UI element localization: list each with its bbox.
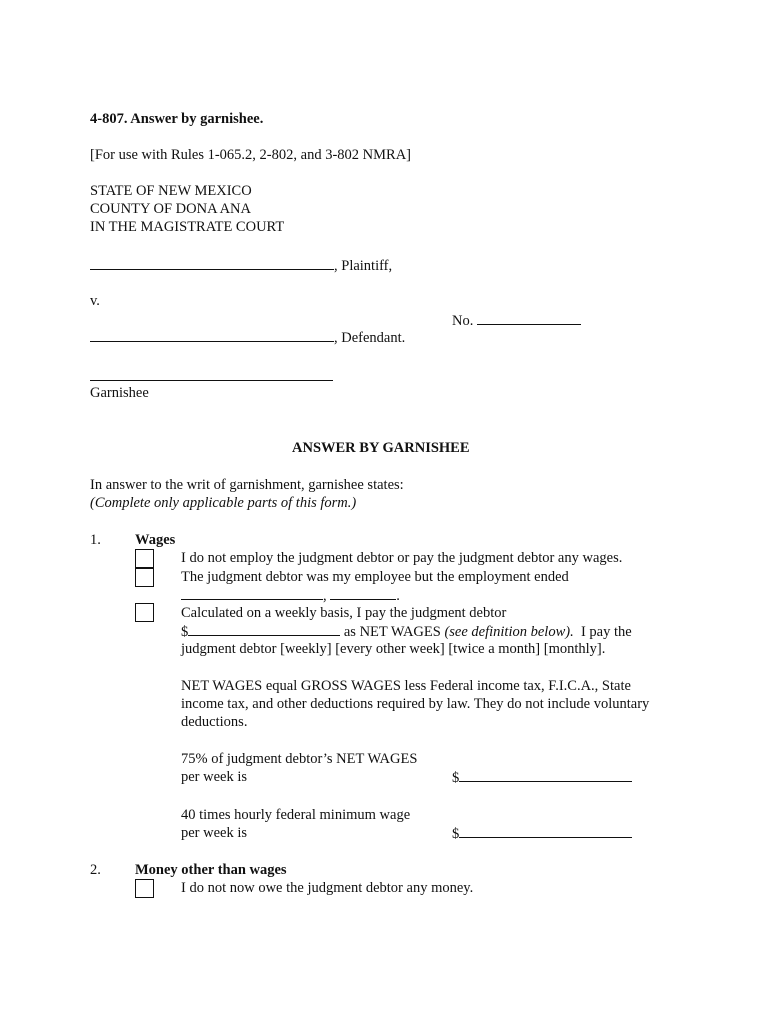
calc1-line-2: per week is — [181, 769, 248, 785]
garnishee-name-field[interactable] — [90, 380, 333, 381]
checkbox-weekly-pay[interactable] — [135, 603, 154, 622]
option-no-money-owed-text: I do not now owe the judgment debtor any money. — [181, 880, 474, 896]
section1-number: 1. — [90, 532, 101, 548]
definition-line-2: income tax, and other deductions required by law. They do not include voluntary — [181, 696, 650, 712]
section2-number: 2. — [90, 862, 101, 878]
county-line: COUNTY OF DONA ANA — [90, 201, 251, 217]
employment-end-year-field[interactable] — [330, 586, 396, 600]
defendant-label: , Defendant. — [334, 330, 406, 346]
calc2-line-1: 40 times hourly federal minimum wage — [181, 807, 411, 823]
plaintiff-label: , Plaintiff, — [334, 258, 393, 274]
form-title: ANSWER BY GARNISHEE — [292, 440, 470, 456]
calc1-line-1: 75% of judgment debtor’s NET WAGES — [181, 751, 418, 767]
option-weekly-pay-text: Calculated on a weekly basis, I pay the judgment debtor — [181, 605, 507, 621]
checkbox-employment-ended[interactable] — [135, 568, 154, 587]
date-end-period: . — [396, 588, 400, 604]
dollar-sign: $ — [181, 624, 189, 640]
calc2-amount-field[interactable] — [459, 824, 632, 838]
net-wages-amount-field[interactable] — [188, 622, 340, 636]
dollar-sign: $ — [452, 770, 460, 786]
defendant-name-field[interactable] — [90, 328, 334, 342]
garnishee-label: Garnishee — [90, 385, 149, 401]
calc1-amount-field[interactable] — [459, 768, 632, 782]
pay-frequency-text: judgment debtor [weekly] [every other week] [twice a month] [monthly]. — [181, 641, 606, 657]
as-net-wages-text: as NET WAGES — [343, 624, 441, 640]
state-line: STATE OF NEW MEXICO — [90, 183, 252, 199]
calc1-amount — [452, 768, 632, 787]
option-no-wages-text: I do not employ the judgment debtor or pay the judgment debtor any wages. — [181, 550, 623, 566]
intro-text: In answer to the writ of garnishment, garnishee states: — [90, 477, 404, 493]
section2-heading: Money other than wages — [135, 862, 287, 878]
i-pay-the-text: I pay the — [580, 624, 632, 640]
plaintiff-name-field[interactable] — [90, 256, 334, 270]
defendant-line — [90, 328, 405, 347]
instruction-text: (Complete only applicable parts of this form.) — [90, 495, 357, 511]
definition-line-3: deductions. — [181, 714, 248, 730]
rule-title: 4-807. Answer by garnishee. — [90, 111, 264, 127]
employment-end-date-line — [181, 586, 400, 605]
case-number-label: No. — [452, 313, 474, 329]
plaintiff-line — [90, 256, 392, 275]
versus-label: v. — [90, 293, 100, 309]
use-note: [For use with Rules 1-065.2, 2-802, and 3-802 NMRA] — [90, 147, 411, 163]
employment-end-date-field[interactable] — [181, 586, 323, 600]
court-line: IN THE MAGISTRATE COURT — [90, 219, 285, 235]
case-number-line — [452, 311, 581, 330]
checkbox-no-money-owed[interactable] — [135, 879, 154, 898]
calc2-line-2: per week is — [181, 825, 248, 841]
option-employment-ended-text: The judgment debtor was my employee but the employment ended — [181, 569, 569, 585]
date-separator: , — [323, 588, 327, 604]
section1-heading: Wages — [135, 532, 176, 548]
calc2-amount — [452, 824, 632, 843]
net-wages-line — [181, 622, 632, 641]
definition-line-1: NET WAGES equal GROSS WAGES less Federal income tax, F.I.C.A., State — [181, 678, 631, 694]
checkbox-no-wages[interactable] — [135, 549, 154, 568]
case-number-field[interactable] — [477, 311, 581, 325]
dollar-sign: $ — [452, 826, 460, 842]
see-definition-text: (see definition below). — [444, 624, 574, 640]
